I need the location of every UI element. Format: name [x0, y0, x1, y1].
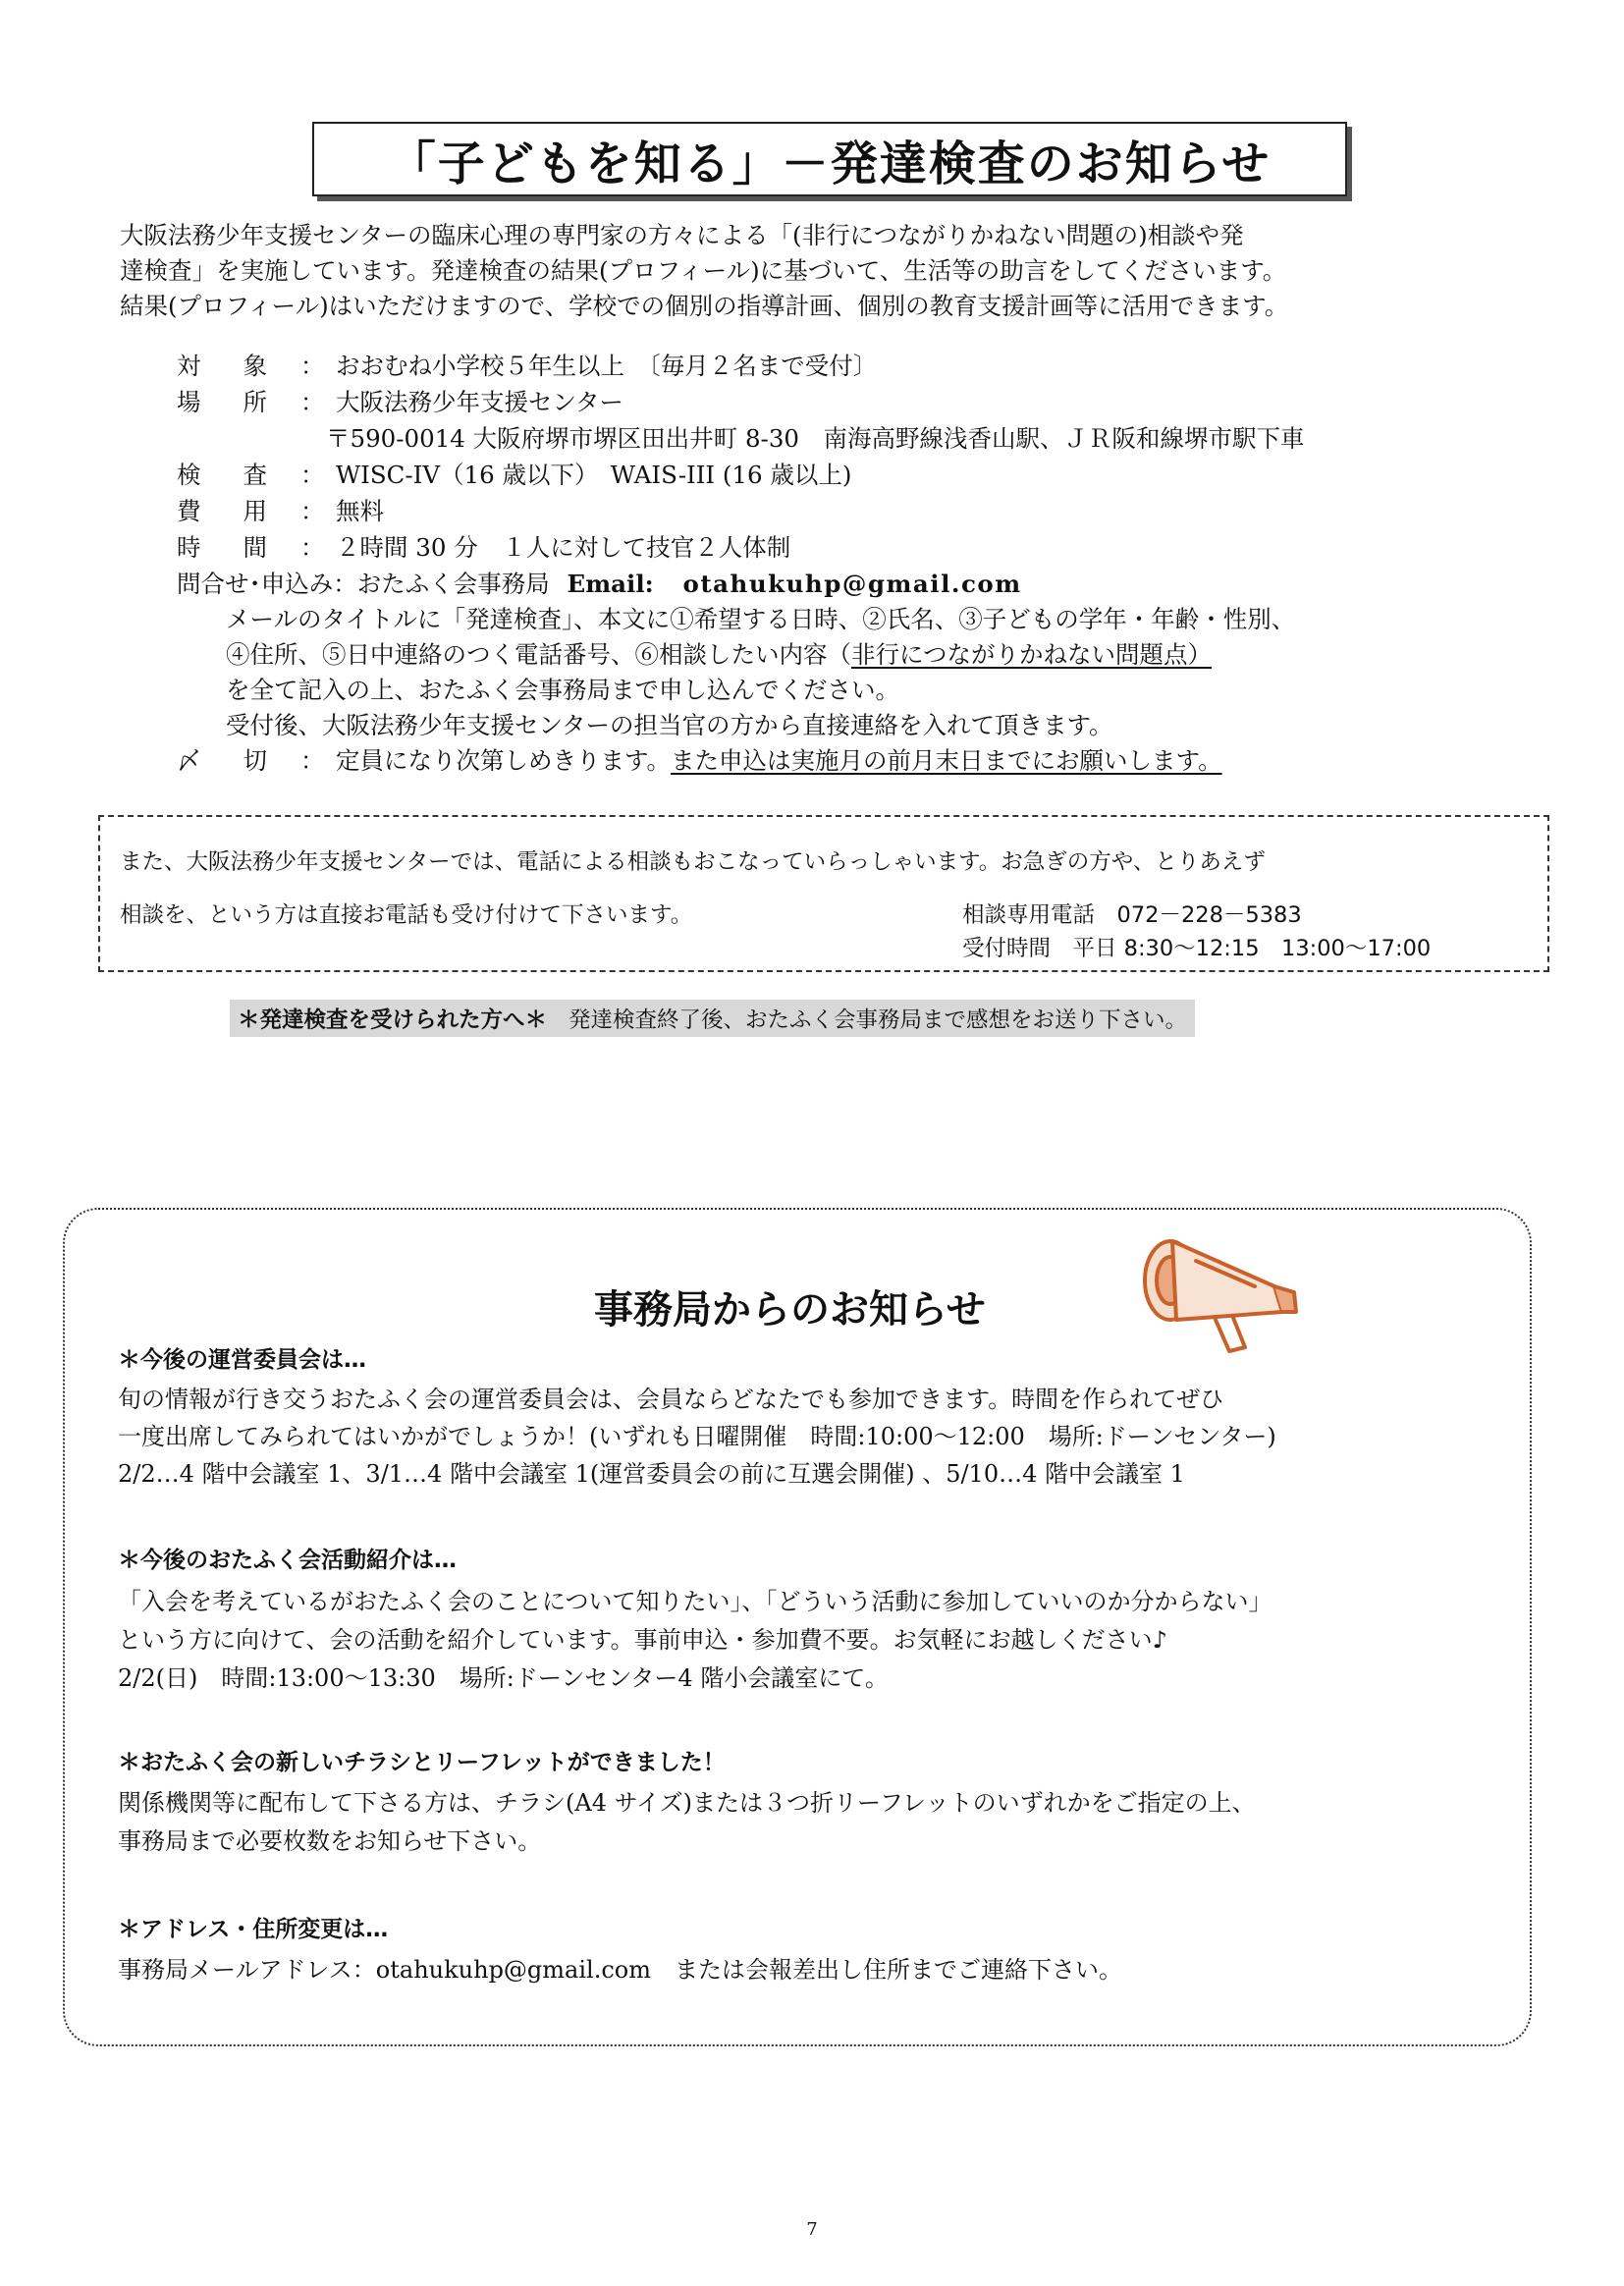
report-notice: ＊発達検査を受けられた方へ＊ 発達検査終了後、おたふく会事務局まで感想をお送り下さい。 [230, 1000, 1195, 1037]
contact-line-2: ④住所、⑤日中連絡のつく電話番号、⑥相談したい内容（非行につながりかねない問題点） [226, 640, 1213, 669]
committee-line-3: 2/2…4 階中会議室 1、3/1…4 階中会議室 1(運営委員会の前に互選会開催) 、5/10…4 階中会議室 1 [118, 1460, 1185, 1488]
detail-address: 〒590-0014 大阪府堺市堺区田出井町 8-30 南海高野線浅香山駅、ＪＲ阪和線堺市駅下車 [326, 424, 1305, 453]
contact-line-4: 受付後、大阪法務少年支援センターの担当官の方から直接連絡を入れて頂きます。 [226, 711, 1113, 739]
phone-consult-box [98, 815, 1549, 972]
page-number: 7 [806, 2219, 818, 2240]
contact-line-1: メールのタイトルに「発達検査」、本文に①希望する日時、②氏名、③子どもの学年・年齢・性別、 [226, 605, 1296, 633]
activity-line-1: 「入会を考えているがおたふく会のことについて知りたい」、「どういう活動に参加していいのか分からない」 [118, 1588, 1272, 1615]
committee-line-1: 旬の情報が行き交うおたふく会の運営委員会は、会員ならどなたでも参加できます。時間を作られてぜひ [118, 1386, 1224, 1413]
section-heading-committee: ＊今後の運営委員会は… [118, 1347, 366, 1373]
phone-number: 相談専用電話 072－228－5383 [962, 902, 1302, 928]
intro-line-3: 結果(プロフィール)はいただけますので、学校での個別の指導計画、個別の教育支援計画等に活用できます。 [120, 292, 1289, 320]
detail-contact: 問合せ･申込み：おたふく会事務局 Email: otahukuhp@gmail.com [177, 570, 1022, 598]
phone-box-line-2: 相談を、という方は直接お電話も受け付けて下さいます。 [120, 902, 693, 928]
contact-line-3: を全て記入の上、おたふく会事務局まで申し込んでください。 [226, 676, 899, 704]
section-heading-address: ＊アドレス・住所変更は… [118, 1917, 389, 1942]
intro-line-1: 大阪法務少年支援センターの臨床心理の専門家の方々による「(非行につながりかねない問題の)相談や発 [120, 221, 1244, 249]
deadline-note: また申込は実施月の前月末日までにお願いします。 [671, 746, 1222, 775]
address-line-1: 事務局メールアドレス：otahukuhp@gmail.com または会報差出し住所までご連絡下さい。 [118, 1956, 1122, 1984]
activity-line-2: という方に向けて、会の活動を紹介しています。事前申込・参加費不要。お気軽にお越しください♪ [118, 1626, 1167, 1654]
activity-line-3: 2/2(日) 時間:13:00～13:30 場所:ドーンセンター4 階小会議室にて。 [118, 1664, 889, 1692]
email-label: Email: [567, 570, 654, 598]
flyer-line-1: 関係機関等に配布して下さる方は、チラシ(A4 サイズ)または３つ折リーフレットのいずれかをご指定の上、 [118, 1789, 1256, 1817]
committee-line-2: 一度出席してみられてはいかがでしょうか！(いずれも日曜開催 時間:10:00～12:00 場所:ドーンセンター) [118, 1423, 1276, 1450]
office-notice-title: 事務局からのお知らせ [594, 1287, 986, 1333]
section-heading-flyer: ＊おたふく会の新しいチラシとリーフレットができました！ [118, 1750, 726, 1775]
flyer-line-2: 事務局まで必要枚数をお知らせ下さい。 [118, 1827, 542, 1855]
title-box [312, 122, 1347, 196]
contact-email[interactable]: otahukuhp@gmail.com [682, 570, 1022, 598]
intro-line-2: 達検査」を実施しています。発達検査の結果(プロフィール)に基づいて、生活等の助言をしてくださいます。 [120, 256, 1287, 285]
section-heading-activity: ＊今後のおたふく会活動紹介は… [118, 1548, 457, 1573]
megaphone-icon [1137, 1231, 1304, 1359]
phone-box-line-1: また、大阪法務少年支援センターでは、電話による相談もおこなっていらっしゃいます。お急ぎの方や、とりあえず [120, 849, 1266, 875]
page-title: 「子どもを知る」－発達検査のお知らせ [388, 136, 1272, 191]
phone-hours: 受付時間 平日 8:30～12:15 13:00～17:00 [962, 936, 1432, 961]
